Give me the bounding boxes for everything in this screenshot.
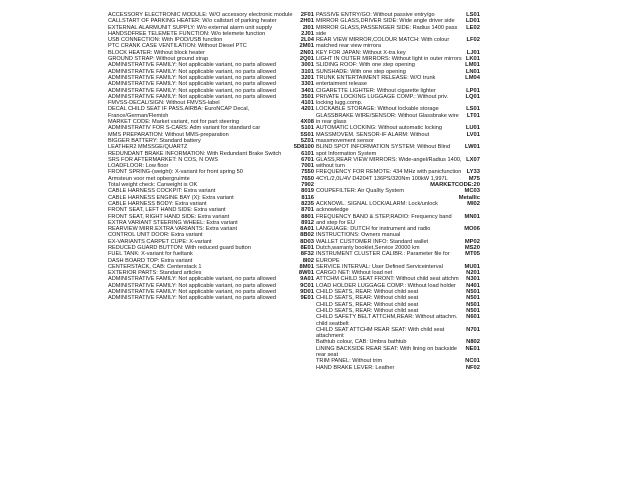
option-description: ADMINISTRATIVE FAMILY: Not applicable variant, no parts allowed — [108, 282, 276, 289]
option-description: LANGUAGE: DUTCH for instrument and radio — [316, 226, 431, 233]
option-entry — [316, 25, 480, 38]
option-entry — [316, 251, 480, 264]
option-description: PASSIVE ENTRY/GO: Without passive entry/go — [316, 12, 435, 18]
option-code: NF02 — [465, 364, 480, 371]
option-code: MN01 — [464, 213, 480, 220]
option-description: CONTROL UNIT DOOR: Extra variant — [108, 232, 203, 239]
option-description: FUEL TANK: X-variant for fueltank — [108, 251, 193, 258]
option-code: 8M01 — [299, 263, 314, 270]
option-description: ATTCHM CHILD SEAT FRONT: Without child seat attchm — [316, 276, 459, 283]
options-column-right — [316, 12, 480, 371]
option-entry — [316, 214, 480, 227]
option-code: M75 — [468, 175, 480, 182]
option-description: Dutch,warranty booklet,Service 20000 km — [316, 244, 420, 251]
option-code: 8801 — [301, 213, 314, 220]
option-description: REDUCED GUARD BUTTON: With reduced guard button — [108, 244, 251, 251]
option-description: Total weight check: Carweight is OK — [108, 182, 198, 189]
option-code: LS01 — [466, 106, 480, 113]
option-code: MS20 — [464, 244, 480, 251]
option-code: 4X08 — [300, 119, 314, 126]
option-code: N301 — [466, 276, 480, 283]
option-description: REDUNDANT BRAKE INFORMATION: With Redundant Brake Switch — [108, 150, 282, 157]
option-description: CHILD SEATS, REAR: Without child seat — [316, 295, 419, 302]
option-code: LF02 — [466, 37, 480, 44]
option-description: MMS PREPARATION: Without MMS-preparation — [108, 131, 229, 138]
option-description: FREQUENCY BAND & STEP,RADIO: Frequency band and step for EU — [316, 213, 452, 226]
option-description: FMVSS-DECAL/SIGN: Without FMVSS-label — [108, 100, 220, 107]
option-entry — [316, 157, 480, 170]
option-code: LY33 — [466, 169, 480, 176]
option-code: N501 — [466, 301, 480, 308]
option-description: EXTERIOR PARTS: Standard articles — [108, 270, 202, 277]
option-description: ADMINISTRATIVE FAMILY: Not applicable variant, no parts allowed — [108, 62, 276, 69]
option-code: LS01 — [466, 12, 480, 18]
option-code: 3301 — [301, 81, 314, 88]
option-code: 3101 — [301, 68, 314, 75]
option-description: LINING BACKSIDE REAR SEAT: With lining on backside rear seat — [316, 345, 458, 359]
option-code: 8A01 — [300, 226, 314, 233]
option-description: CABLE HARNESS ENGINE BAY (X): Extra variant — [108, 194, 234, 201]
option-code: 8116 — [301, 194, 314, 201]
option-code: 9D01 — [300, 289, 314, 296]
option-code: 7001 — [301, 163, 314, 170]
option-entry — [316, 201, 480, 214]
option-entry — [108, 106, 314, 119]
option-description: SRS FOR AFTERMARKET: N COS, N OWS — [108, 156, 219, 163]
option-description: SLIDING ROOF: With one step opening — [316, 62, 415, 69]
option-description: LOADFLOOR: Low floor — [108, 163, 169, 170]
option-description: BLIND SPOT INFORMATION SYSTEM: Without Blind spot Information System — [316, 144, 451, 157]
option-code: 6101 — [301, 150, 314, 157]
option-description: ADMINISTRATIVE FAMILY: Not applicable variant, no parts allowed — [108, 289, 276, 296]
option-description: PTC CRANK CASE VENTILATION: Without Diesel PTC — [108, 43, 247, 50]
option-code: 3001 — [301, 62, 314, 69]
option-entry — [316, 346, 480, 359]
option-description: BLOCK HEATER: Without block heater — [108, 49, 205, 56]
option-description: ACKNOWL. SIGNAL LOCK/ALARM: Lock/unlock acknowledge — [316, 200, 438, 214]
option-code: 2N01 — [300, 49, 314, 56]
option-entry — [316, 37, 480, 50]
option-description: ADMINISTRATIV FOR S-CARS: Adm variant for standard car — [108, 125, 261, 132]
option-entry — [316, 327, 480, 340]
option-code: 2M01 — [299, 43, 314, 50]
option-code: NC01 — [465, 358, 480, 365]
option-entry — [316, 94, 480, 107]
option-entry — [316, 132, 480, 145]
option-description: FREQUENCY FOR REMOTE: 434 MHz with panicfunction — [316, 169, 462, 176]
option-description: ADMINISTRATIVE FAMILY: Not applicable variant, no parts allowed — [108, 87, 276, 94]
option-code: 6701 — [301, 156, 314, 163]
option-description: 4CYL/2,0L/4V D4204T 136PS/320Nm 100kW 1,997L — [316, 175, 448, 182]
option-description: MIRROR GLASS,PASSENGER SIDE: Radius 1400 pass side — [316, 24, 458, 37]
option-description: Bathtub colour, CAB: Umbra bathtub — [316, 339, 407, 346]
option-description: EX-VARIANTS CARPET CUPE: X-variant — [108, 238, 212, 245]
option-description: WALLET CUSTOMER INFO: Standard wallet — [316, 238, 429, 245]
option-entry — [316, 188, 480, 194]
option-code: 8D03 — [300, 238, 314, 245]
option-description: INSTRUMENT CLUSTER CALIBR.: Parameter file for EUROPE — [316, 251, 450, 264]
option-description: REAR VIEW MIRROR,COLOUR MATCH: With colour matched rear view mirrora — [316, 37, 450, 50]
option-description: ADMINISTRATIVE FAMILY: Not applicable variant, no parts allowed — [108, 74, 276, 81]
option-code: 4101 — [301, 100, 314, 107]
option-entry — [108, 295, 314, 301]
option-description: FRONT SEAT, LEFT HAND SIDE: Extra variant — [108, 207, 226, 214]
option-description: CARGO NET: Without load net — [316, 270, 393, 277]
option-code: 8B02 — [300, 232, 314, 239]
option-code: N501 — [466, 307, 480, 314]
option-code: 5D8100 — [293, 144, 314, 151]
option-code: N401 — [466, 282, 480, 289]
option-code: 9E01 — [300, 295, 314, 302]
option-code: LN01 — [465, 68, 480, 75]
option-entry — [316, 75, 480, 88]
option-description: HANDSDFREE TELEMETE FUNCTION: W/o telemete function — [108, 30, 266, 37]
option-description: COUPEFILTER: Air QualIty System — [316, 188, 404, 195]
option-code: LT01 — [466, 112, 480, 119]
option-code: LX07 — [466, 156, 480, 163]
option-description: SUNSHADE: With one step opening — [316, 68, 406, 75]
option-code: 4201 — [301, 106, 314, 113]
option-description: FRONT SPRING-(weight): X-variant for front spring 50 — [108, 169, 243, 176]
option-description: ADMINISTRATIVE FAMILY: Not applicable variant, no parts allowed — [108, 295, 276, 302]
option-code: MT05 — [465, 251, 480, 258]
option-code: N501 — [466, 295, 480, 302]
option-description: GLASS,REAR VIEW MIRRORS: Wide-angel/Radius 1400, without turn — [316, 156, 462, 170]
option-description: CHILD SEATS, REAR: Without child seat — [316, 307, 419, 314]
option-code: 5S01 — [300, 131, 314, 138]
option-description: ADMINISTRATIVE FAMILY: Not applicable variant, no parts allowed — [108, 68, 276, 75]
option-code: N501 — [466, 289, 480, 296]
option-description: EXTERNAL ALARMUNIT SUPPLY: W/o external alarm unit supply — [108, 24, 273, 31]
option-code: 8235 — [301, 200, 314, 207]
option-description: LEATHER2 MMSSGE/QUARTZ — [108, 144, 188, 151]
option-code: 8E01 — [300, 244, 314, 251]
option-code: LV01 — [466, 131, 480, 138]
option-description: TRIM PANEL: Without trim — [316, 358, 383, 365]
option-code: LD01 — [465, 18, 480, 25]
option-description: GROUND STRAP: Without ground strap — [108, 56, 209, 63]
option-code: 7650 — [301, 175, 314, 182]
option-code: MARKETCODE:20 — [430, 182, 480, 189]
option-code: 8I02 — [302, 257, 314, 264]
option-code: 2H01 — [300, 18, 314, 25]
option-description: KEY FOR JAPAN: Without X-tra key — [316, 49, 406, 56]
option-description: CABLE HARNESS BODY: Extra variant — [108, 200, 207, 207]
option-description: CENTERSTACK, CAB: Centerstack 1 — [108, 263, 202, 270]
option-code: 2I01 — [302, 24, 314, 31]
option-description: LOCKABLE STORAGE: Without lockable storage — [316, 106, 439, 113]
option-description: CHILD SEAT ATTCHM REAR SEAT: With child seat attachment — [316, 326, 445, 340]
option-code: NE01 — [465, 345, 480, 352]
option-code: 5Z01 — [300, 137, 314, 144]
option-description: AUTOMATIC LOCKING: Without automatic locking — [316, 125, 442, 132]
option-code: Metallic — [458, 194, 480, 201]
option-description: MIRROR GLASS,DRIVER SIDE: Wide angle driver side — [316, 18, 455, 25]
option-description: DASH BOARD TOP: Extra variant — [108, 257, 193, 264]
option-code: N601 — [466, 314, 480, 321]
option-description: LIGHT IN OUTER MIRRORS: Without light in outer mirrors — [316, 56, 462, 63]
option-code: 8F32 — [300, 251, 314, 258]
option-code: 8W01 — [298, 270, 314, 277]
option-description: CALLSTART OF PARKING HEATER: W/o callstart of parking heater — [108, 18, 277, 25]
option-code: 8912 — [301, 219, 314, 226]
option-code: N802 — [466, 339, 480, 346]
option-entry — [316, 144, 480, 157]
option-code: 2Q01 — [299, 56, 314, 63]
option-code: LP01 — [466, 87, 480, 94]
option-code: LJ01 — [466, 49, 480, 56]
option-code: 3201 — [301, 74, 314, 81]
option-description: HAND BRAKE LEVER: Leather — [316, 364, 395, 371]
option-code: LK01 — [465, 56, 480, 63]
option-entry — [316, 314, 480, 327]
options-column-left — [108, 12, 314, 302]
option-description: ADMINISTRATIVE FAMILY: Not applicable variant, no parts allowed — [108, 276, 276, 283]
option-description: INSTRUCTIONS: Owners manual — [316, 232, 401, 239]
option-description: FRONT SEAT, RIGHT HAND SIDE: Extra variant — [108, 213, 230, 220]
option-description: PRIVATE LOCKING LUGGAGE COMP.: Without priv. locking lugg.comp. — [316, 93, 448, 107]
option-code: N701 — [466, 326, 480, 333]
option-description: EXTRA VARIANT STEERING WHEEL: Extra variant — [108, 219, 238, 226]
option-code: MI02 — [467, 200, 480, 207]
option-code: 2L04 — [300, 37, 314, 44]
option-description: ACCESSORY ELECTRONIC MODULE: W/O accessory electronic module — [108, 12, 293, 18]
option-code: LW01 — [464, 144, 480, 151]
option-description: DECAL CHILD SEAT IF PASS.AIRBA: EuroNCAP Decal, France/German/Flemish — [108, 106, 250, 119]
option-code: MO06 — [464, 226, 480, 233]
option-code: MU01 — [464, 263, 480, 270]
option-code: N201 — [466, 270, 480, 277]
option-description: MASSMOVEM. SENSOR-IF ALARM: Without massmovement sensor — [316, 131, 430, 144]
option-description: USB CONNECTION: With IPOD/USB function — [108, 37, 223, 44]
option-description: CABLE HARNESS COCKPIT: Extra variant — [108, 188, 216, 195]
option-code: 2J01 — [301, 30, 314, 37]
option-description: ADMINISTRATIVE FAMILY: Not applicable variant, no parts allowed — [108, 81, 276, 88]
option-code: 9C01 — [300, 282, 314, 289]
option-description: CHILD SAFETY BELT ATTCHM,REAR: Without attachm. child seatbelt — [316, 314, 458, 327]
option-code: LE02 — [466, 24, 480, 31]
option-code: 5101 — [301, 125, 314, 132]
option-code: MP02 — [464, 238, 480, 245]
option-description: CIGARETTE LIGHTER: Without cigarette lighter — [316, 87, 436, 94]
option-code: 2F01 — [300, 12, 314, 18]
option-description: BIGGER BATTERY: Standard battery — [108, 137, 201, 144]
option-description: LOAD HOLDER LUGGAGE COMP.: Without load holder — [316, 282, 456, 289]
option-code: LQ01 — [465, 93, 480, 100]
option-code: LU01 — [465, 125, 480, 132]
option-description: CHILD SEATS, REAR: Without child seat — [316, 289, 419, 296]
option-code: LM01 — [465, 62, 480, 69]
option-description: GLASSBRAKE WIRE/SENSOR: Without Glassbrake wire in rear glass — [316, 112, 459, 126]
option-code: 3501 — [301, 93, 314, 100]
option-description: TRUNK ENTERTAIMENT RELEASE: W/O trunk entertaiment release — [316, 74, 436, 88]
option-entry — [316, 365, 480, 371]
option-description: REARVIEW MIRR.EXTRA VARIANTS: Extra variant — [108, 226, 238, 233]
option-code: 7550 — [301, 169, 314, 176]
option-code: 9A01 — [300, 276, 314, 283]
option-description: SERVICE INTERVAL: User Defined Serviceinterval — [316, 263, 443, 270]
option-description: CHILD SEATS, REAR: Without child seat — [316, 301, 419, 308]
option-code: LM04 — [465, 74, 480, 81]
option-code: 8701 — [301, 207, 314, 214]
option-description: MARKET CODE: Market variant, not for part steering — [108, 119, 240, 126]
option-code: 7902 — [301, 182, 314, 189]
option-description: ADMINISTRATIVE FAMILY: Not applicable variant, no parts allowed — [108, 93, 276, 100]
option-description: Armsteun voor met opbergruimte — [108, 175, 190, 182]
option-entry — [316, 113, 480, 126]
option-code: 8019 — [301, 188, 314, 195]
option-code: MC03 — [464, 188, 480, 195]
option-code: 3401 — [301, 87, 314, 94]
